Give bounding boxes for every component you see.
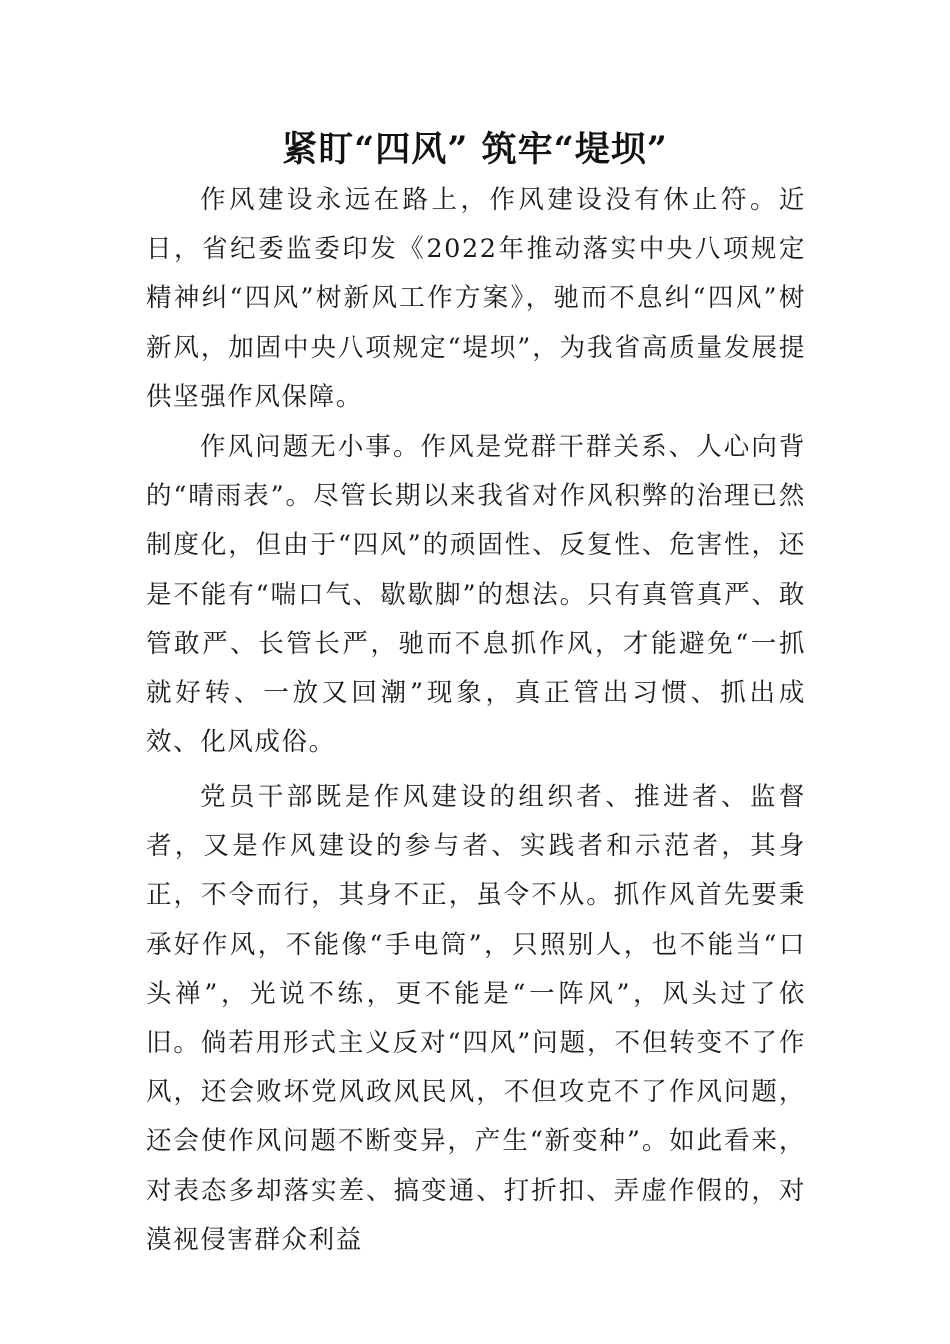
paragraph-3: 党员干部既是作风建设的组织者、推进者、监督者，又是作风建设的参与者、实践者和示范者，其身正，不令而行，其身不正，虽令不从。抓作风首先要秉承好作风，不能像“手电筒”，只照别人，也不能当“口头禅”，光说不练，更不能是“一阵风”，风头过了依旧。倘若用形式主义反对“四风”问题，不但转变不了作风，还会败坏党风政风民风，不但攻克不了作风问题，还会使作风问题不断变异，产生“新变种”。如此看来，对表态多却落实差、搞变通、打折扣、弄虚作假的，对漠视侵害群众利益 <box>146 782 806 1255</box>
document-title: 紧盯“四风” 筑牢“堤坝” <box>282 129 668 170</box>
paragraph-2: 作风问题无小事。作风是党群干群关系、人心向背的“晴雨表”。尽管长期以来我省对作风积弊的治理已然制度化，但由于“四风”的顽固性、反复性、危害性，还是不能有“喘口气、歇歇脚”的想法。只有真管真严、敢管敢严、长管长严，驰而不息抓作风，才能避免“一抓就好转、一放又回潮”现象，真正管出习惯、抓出成效、化风成俗。 <box>146 432 806 758</box>
paragraph-1: 作风建设永远在路上，作风建设没有休止符。近日，省纪委监委印发《2022年推动落实中央八项规定精神纠“四风”树新风工作方案》，驰而不息纠“四风”树新风，加固中央八项规定“堤坝”，为我省高质量发展提供坚强作风保障。 <box>146 185 806 412</box>
